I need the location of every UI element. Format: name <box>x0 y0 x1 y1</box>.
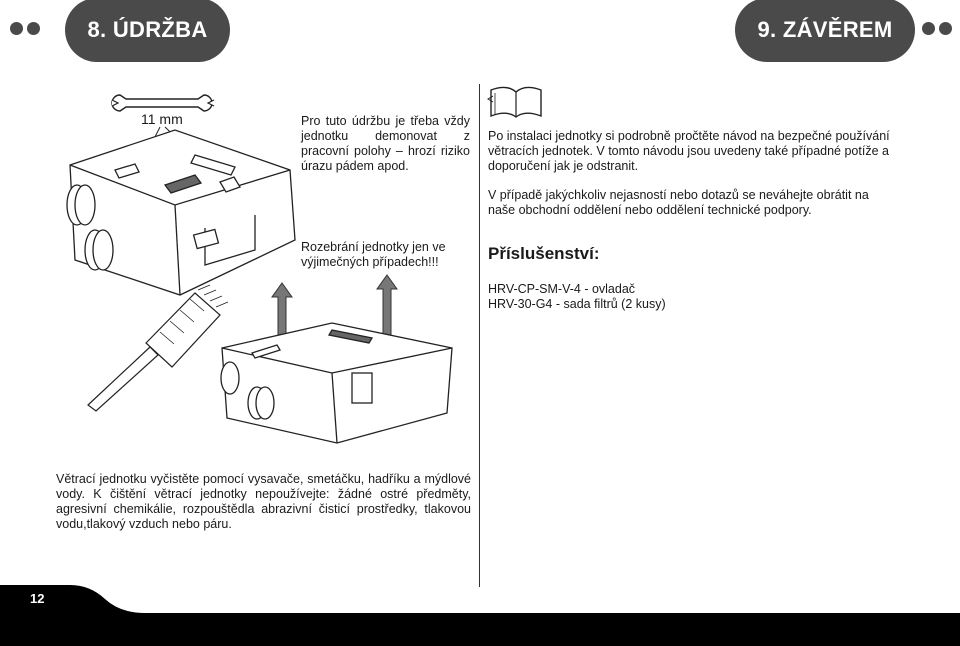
maintenance-intro-text: Pro tuto údržbu je třeba vždy jednotku demonovat z pracovní polohy – hrozí riziko úrazu pádem apod. <box>301 114 470 173</box>
footer-band <box>0 585 960 646</box>
decorative-dots-right <box>922 22 952 35</box>
accessories-title: Příslušenství: <box>488 244 600 263</box>
read-manual-text: Po instalaci jednotky si podrobně pročtěte návod na bezpečné používání větracích jednotek. V tomto návodu jsou uvedeny také případné potíže a doporučení jak je odstranit. <box>488 129 890 173</box>
brush-icon <box>80 285 230 415</box>
section-title-conclusion: 9. ZÁVĚREM <box>735 0 915 62</box>
cleaning-instructions-text: Větrací jednotku vyčistěte pomocí vysavače, smetáčku, hadříku a mýdlové vody. K čištění větrací jednotky nepoužívejte: žádné ostré předměty, agresivní chemikálie, rozpouštědla abrazivní čisticí prostředky, tlakovou vodu,tlakový vzduch nebo páru. <box>56 472 471 531</box>
disassembly-warning-text: Rozebrání jednotky jen ve výjimečných případech!!! <box>301 240 446 269</box>
book-icon <box>487 84 545 120</box>
accessories-list <box>488 282 666 312</box>
ventilation-unit-illustration <box>55 110 300 300</box>
section-title-maintenance: 8. ÚDRŽBA <box>65 0 230 62</box>
contact-support-text: V případě jakýchkoliv nejasností nebo dotazů se neváhejte obrátit na naše obchodní oddělení nebo oddělení technické podpory. <box>488 188 869 217</box>
ventilation-unit-open-illustration <box>212 318 462 448</box>
page-number: 12 <box>30 591 45 606</box>
list-item: HRV-CP-SM-V-4 - ovladač <box>488 282 636 296</box>
wrench-size-label: 11 mm <box>141 111 183 127</box>
column-divider <box>479 84 480 587</box>
list-item: HRV-30-G4 - sada filtrů (2 kusy) <box>488 297 666 311</box>
